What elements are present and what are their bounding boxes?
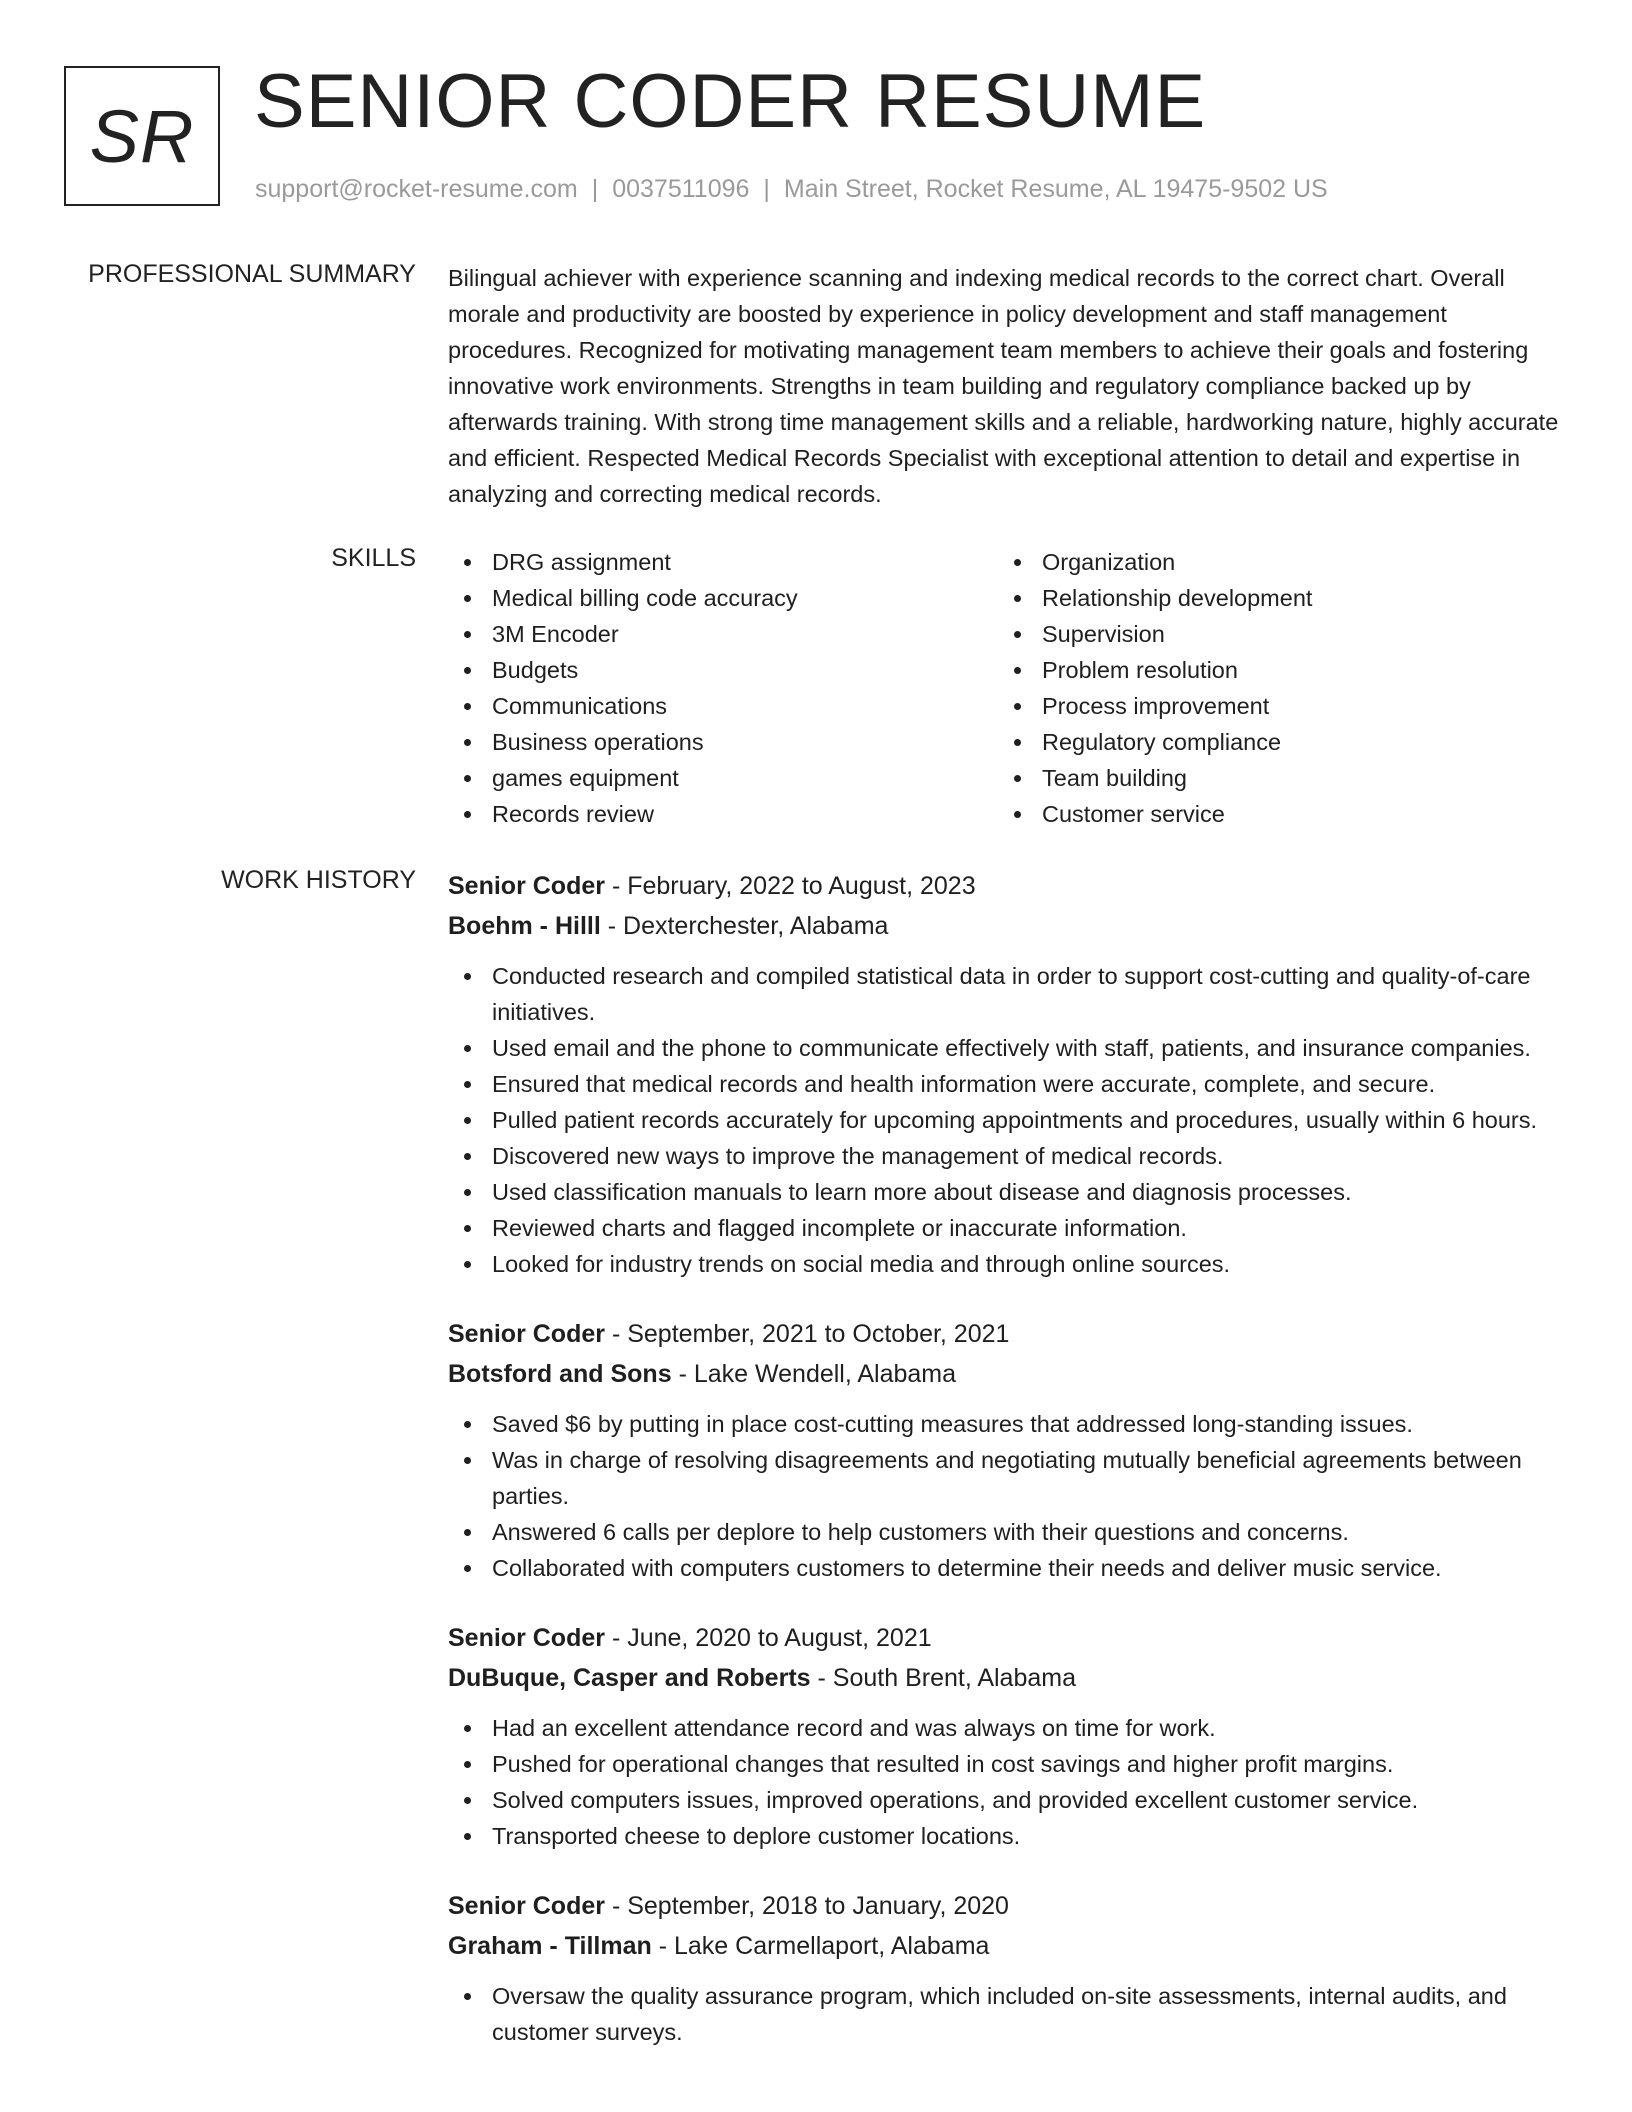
skill-item: Relationship development — [998, 580, 1548, 616]
job-bullet: Saved $6 by putting in place cost-cutting measures that addressed long-standing issues. — [448, 1406, 1570, 1442]
contact-separator: | — [591, 175, 599, 203]
job-entry — [448, 1886, 1570, 2050]
skill-item: Team building — [998, 760, 1548, 796]
job-location: - Dexterchester, Alabama — [607, 912, 889, 940]
job-title-line — [448, 1886, 1570, 1926]
skill-item: games equipment — [448, 760, 998, 796]
job-bullet: Solved computers issues, improved operations, and provided excellent customer service. — [448, 1782, 1570, 1818]
skill-item: Supervision — [998, 616, 1548, 652]
skills-heading: SKILLS — [331, 544, 416, 572]
job-bullet: Conducted research and compiled statistical data in order to support cost-cutting and quality-of-care initiatives. — [448, 958, 1570, 1030]
job-location: - South Brent, Alabama — [817, 1664, 1076, 1692]
contact-phone[interactable]: 0037511096 — [612, 175, 750, 203]
skill-item: Customer service — [998, 796, 1548, 832]
summary-text: Bilingual achiever with experience scanning and indexing medical records to the correct chart. Overall morale and productivity are boosted by experience in policy development and staff management procedures. Recognized for motivating management team members to achieve their goals and fostering innovative work environments. Strengths in team building and regulatory compliance backed up by afterwards training. With strong time management skills and a reliable, hardworking nature, highly accurate and efficient. Respected Medical Records Specialist with exceptional attention to detail and expertise in analyzing and correcting medical records. — [448, 265, 1559, 507]
skills-list-left — [448, 544, 998, 832]
job-company: Graham - Tillman — [448, 1932, 652, 1960]
job-bullet: Transported cheese to deplore customer locations. — [448, 1818, 1570, 1854]
job-dates: - February, 2022 to August, 2023 — [611, 872, 976, 900]
job-bullet: Reviewed charts and flagged incomplete or inaccurate information. — [448, 1210, 1570, 1246]
job-title: Senior Coder — [448, 1320, 605, 1348]
job-company-line — [448, 1926, 1570, 1966]
job-bullets — [448, 1978, 1570, 2050]
job-company-line — [448, 1354, 1570, 1394]
resume-title: SENIOR CODER RESUME — [254, 59, 1207, 144]
job-title-line — [448, 866, 1570, 906]
job-bullets — [448, 1406, 1570, 1586]
skill-item: Business operations — [448, 724, 998, 760]
work-history-body — [448, 866, 1570, 2082]
job-bullet: Used classification manuals to learn more about disease and diagnosis processes. — [448, 1174, 1570, 1210]
skill-item: DRG assignment — [448, 544, 998, 580]
job-bullet: Collaborated with computers customers to determine their needs and deliver music service. — [448, 1550, 1570, 1586]
job-bullet: Oversaw the quality assurance program, which included on-site assessments, internal audits, and customer surveys. — [448, 1978, 1570, 2050]
job-company: DuBuque, Casper and Roberts — [448, 1664, 811, 1692]
summary-heading: PROFESSIONAL SUMMARY — [88, 260, 416, 288]
summary-body — [448, 260, 1570, 512]
job-location: - Lake Wendell, Alabama — [678, 1360, 957, 1388]
skill-item: Regulatory compliance — [998, 724, 1548, 760]
contact-separator: | — [763, 175, 770, 203]
job-bullet: Looked for industry trends on social media and through online sources. — [448, 1246, 1570, 1282]
job-title: Senior Coder — [448, 872, 605, 900]
job-entry — [448, 1314, 1570, 1586]
job-entry — [448, 1618, 1570, 1854]
job-bullet: Used email and the phone to communicate effectively with staff, patients, and insurance companies. — [448, 1030, 1570, 1066]
job-dates: - June, 2020 to August, 2021 — [611, 1624, 932, 1652]
skill-item: Medical billing code accuracy — [448, 580, 998, 616]
skill-item: Records review — [448, 796, 998, 832]
skill-item: 3M Encoder — [448, 616, 998, 652]
skill-item: Organization — [998, 544, 1548, 580]
skill-item: Communications — [448, 688, 998, 724]
skill-item: Process improvement — [998, 688, 1548, 724]
job-company: Botsford and Sons — [448, 1360, 672, 1388]
job-bullet: Answered 6 calls per deplore to help customers with their questions and concerns. — [448, 1514, 1570, 1550]
job-bullet: Discovered new ways to improve the management of medical records. — [448, 1138, 1570, 1174]
job-title: Senior Coder — [448, 1892, 605, 1920]
job-title: Senior Coder — [448, 1624, 605, 1652]
job-bullets — [448, 958, 1570, 1282]
job-title-line — [448, 1618, 1570, 1658]
job-company-line — [448, 1658, 1570, 1698]
job-bullet: Ensured that medical records and health information were accurate, complete, and secure. — [448, 1066, 1570, 1102]
job-title-line — [448, 1314, 1570, 1354]
skill-item: Problem resolution — [998, 652, 1548, 688]
skills-body — [448, 544, 1570, 832]
job-company-line — [448, 906, 1570, 946]
job-company: Boehm - Hilll — [448, 912, 601, 940]
contact-line — [255, 175, 1328, 204]
job-bullet: Was in charge of resolving disagreements and negotiating mutually beneficial agreements between parties. — [448, 1442, 1570, 1514]
job-location: - Lake Carmellaport, Alabama — [658, 1932, 990, 1960]
job-entry — [448, 866, 1570, 1282]
job-bullets — [448, 1710, 1570, 1854]
work-history-heading: WORK HISTORY — [221, 866, 416, 894]
skill-item: Budgets — [448, 652, 998, 688]
contact-address: Main Street, Rocket Resume, AL 19475-9502 US — [783, 175, 1328, 203]
contact-email[interactable]: support@rocket-resume.com — [255, 175, 578, 203]
skills-list-right — [998, 544, 1548, 832]
job-bullet: Had an excellent attendance record and was always on time for work. — [448, 1710, 1570, 1746]
monogram-logo: SR — [64, 66, 220, 206]
job-bullet: Pushed for operational changes that resulted in cost savings and higher profit margins. — [448, 1746, 1570, 1782]
job-bullet: Pulled patient records accurately for upcoming appointments and procedures, usually within 6 hours. — [448, 1102, 1570, 1138]
job-dates: - September, 2018 to January, 2020 — [611, 1892, 1009, 1920]
job-dates: - September, 2021 to October, 2021 — [611, 1320, 1010, 1348]
